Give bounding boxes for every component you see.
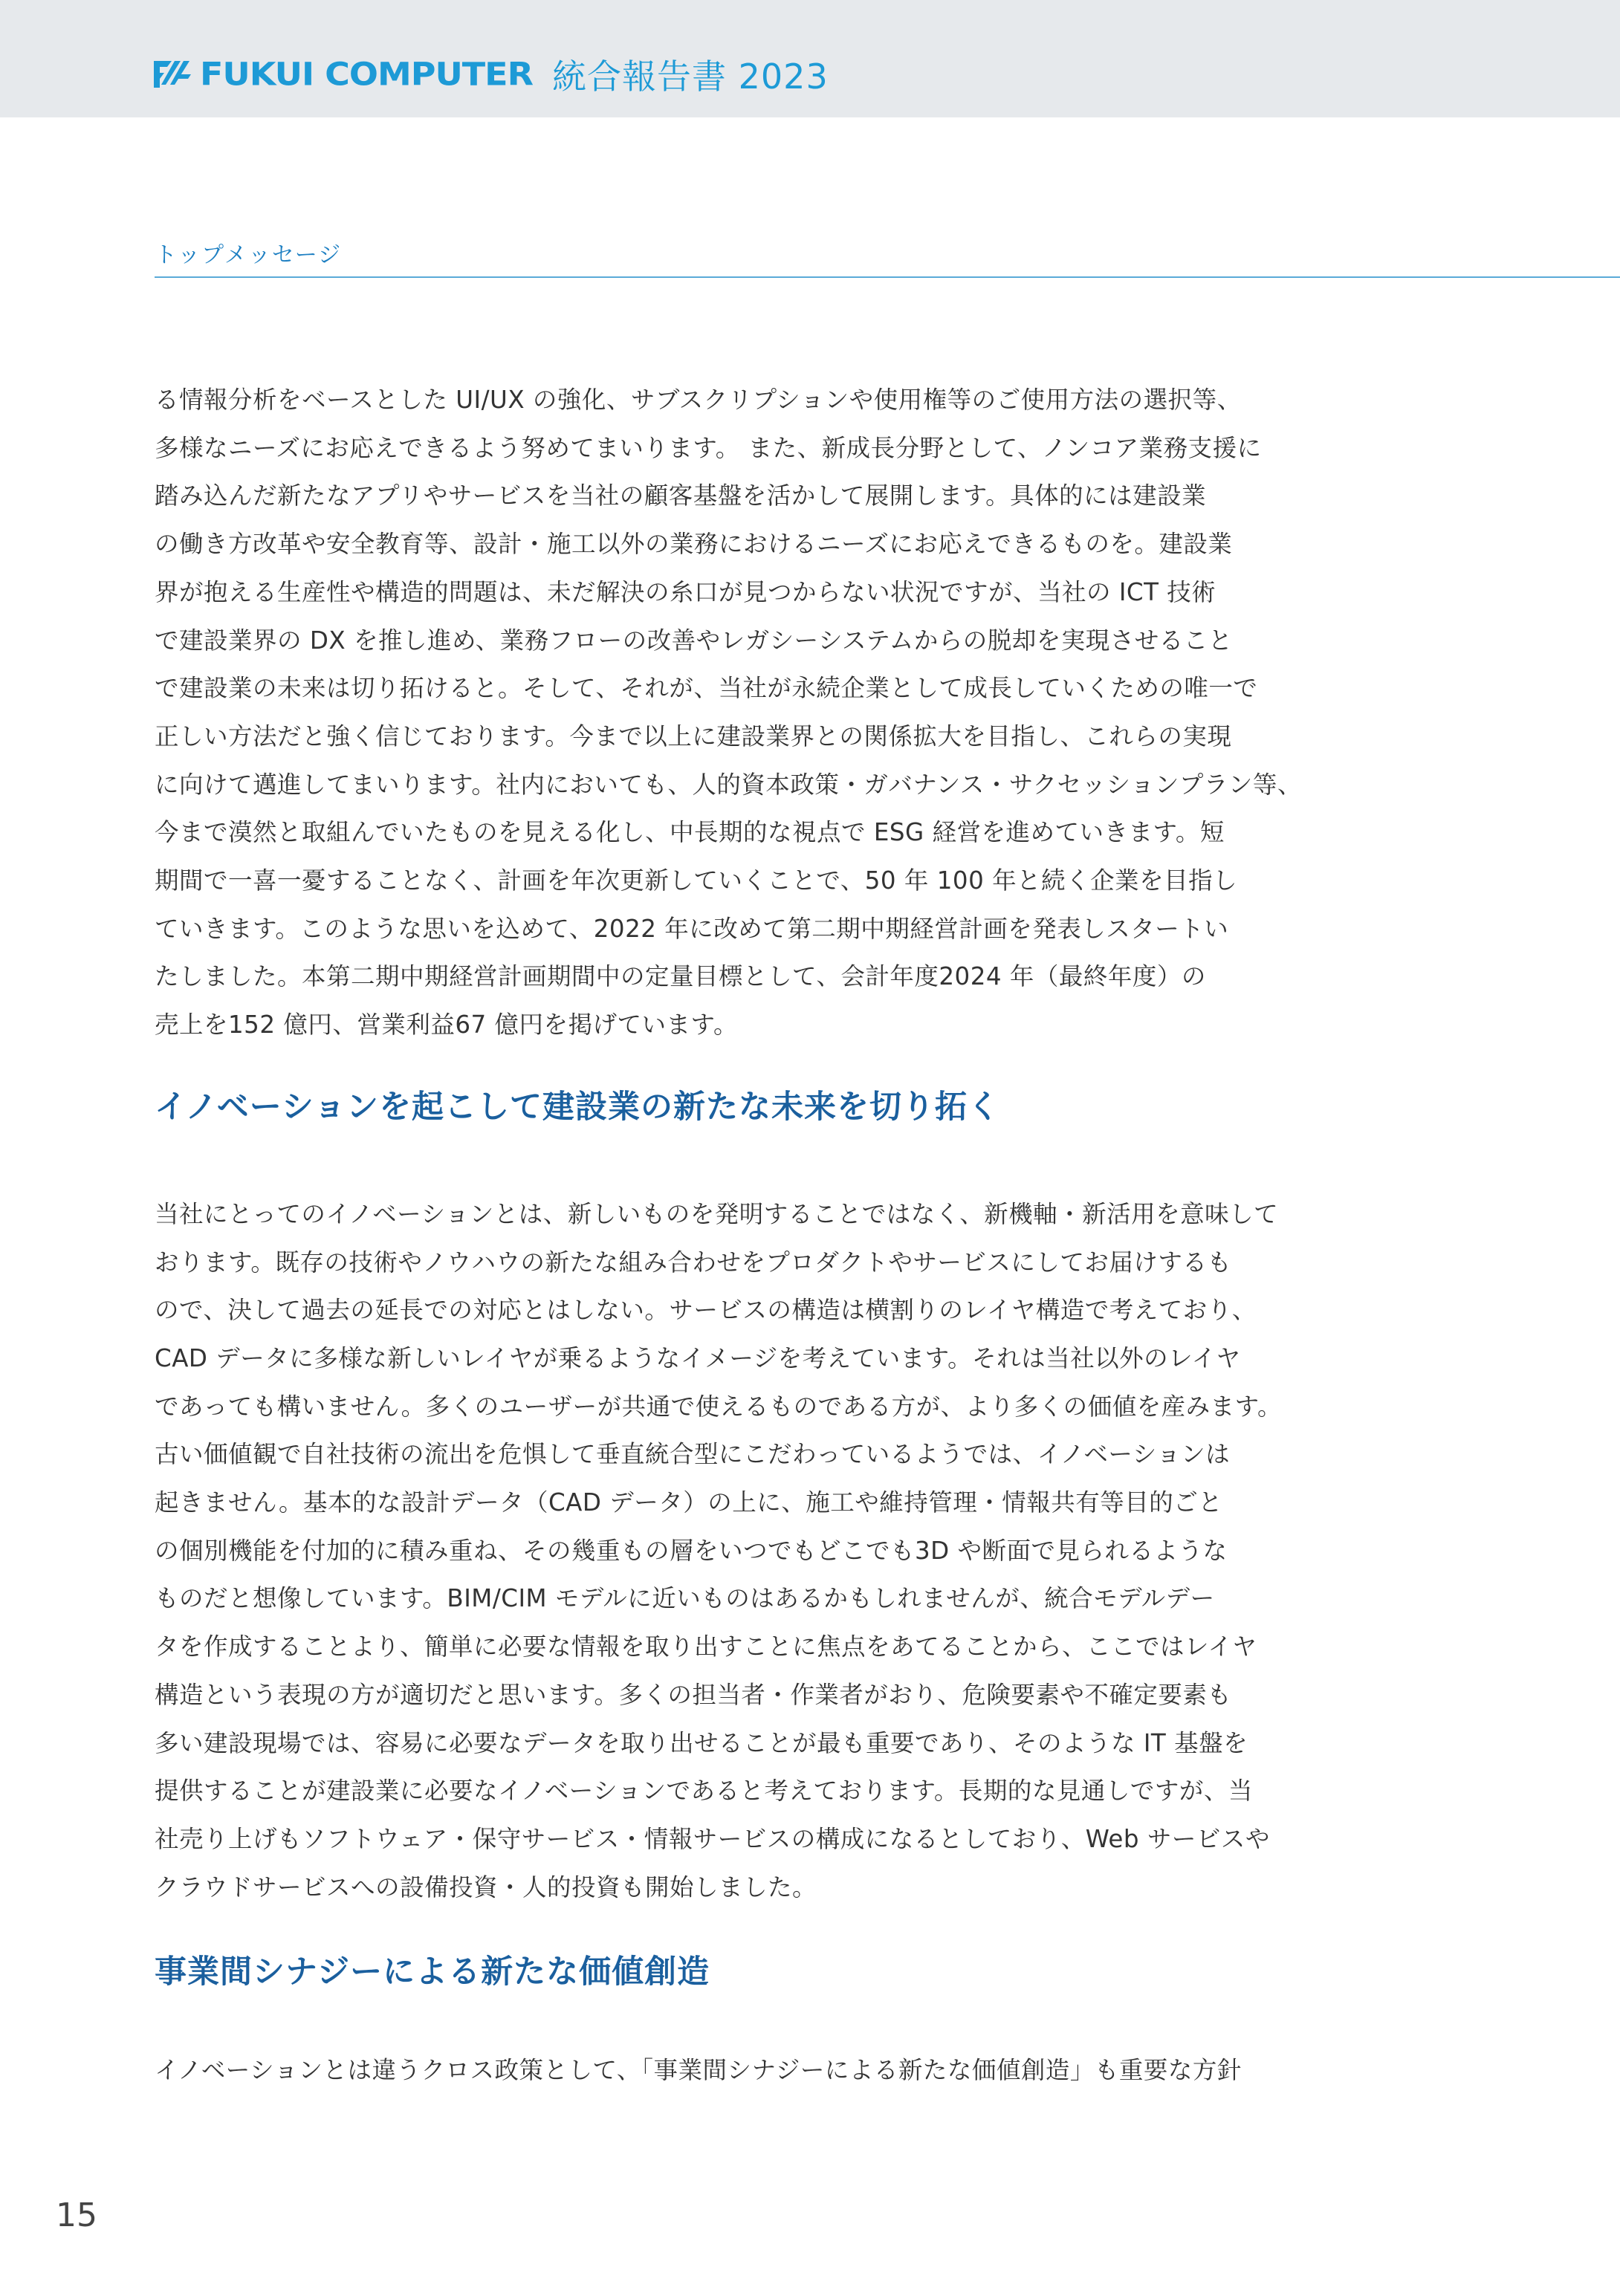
text-line: 踏み込んだ新たなアプリやサービスを当社の顧客基盤を活かして展開します。具体的には建設業 — [155, 481, 1207, 510]
text-line: 売上を152 億円、営業利益67 億円を掲げています。 — [155, 1011, 738, 1040]
text-line: 正しい方法だと強く信じております。今まで以上に建設業界との関係拡大を目指し、これらの実現 — [155, 721, 1232, 750]
text-line: 今まで漠然と取組んでいたものを見える化し、中長期的な視点で ESG 経営を進めていきます。短 — [155, 818, 1225, 847]
page-number: 15 — [56, 2196, 97, 2234]
section-label: トップメッセージ — [155, 242, 343, 268]
text-line: クラウドサービスへの設備投資・人的投資も開始しました。 — [155, 1872, 817, 1901]
text-line: 構造という表現の方が適切だと思います。多くの担当者・作業者がおり、危険要素や不確定要素も — [155, 1680, 1232, 1709]
text-line: イノベーションとは違うクロス政策として、「事業間シナジーによる新たな価値創造」も重要な方針 — [155, 2056, 1242, 2085]
text-line: タを作成することより、簡単に必要な情報を取り出すことに焦点をあてることから、ここではレイヤ — [155, 1632, 1257, 1661]
text-line: であっても構いません。多くのユーザーが共通で使えるものである方が、より多くの価値を産みます。 — [155, 1392, 1283, 1421]
company-logo — [152, 52, 829, 97]
article-body — [155, 376, 1302, 2095]
paragraph-innovation — [155, 1190, 1283, 1912]
text-line: の働き方改革や安全教育等、設計・施工以外の業務におけるニーズにお応えできるものを。建設業 — [155, 530, 1233, 559]
text-line: で建設業の未来は切り拓けると。そして、それが、当社が永続企業として成長していくための唯一で — [155, 674, 1258, 703]
text-line: る情報分析をベースとした UI/UX の強化、サブスクリプションや使用権等のご使用方法の選択等、 — [155, 386, 1242, 414]
report-title: 統合報告書 2023 — [552, 56, 829, 97]
text-line: 起きません。基本的な設計データ（CAD データ）の上に、施工や維持管理・情報共有等目的ごと — [155, 1488, 1223, 1517]
heading-synergy: 事業間シナジーによる新たな価値創造 — [155, 1953, 710, 1991]
text-line: おります。既存の技術やノウハウの新たな組み合わせをプロダクトやサービスにしてお届けするも — [155, 1248, 1232, 1277]
heading-innovation: イノベーションを起こして建設業の新たな未来を切り拓く — [155, 1088, 1000, 1126]
text-line: ものだと想像しています。BIM/CIM モデルに近いものはあるかもしれませんが、統合モデルデー — [155, 1584, 1215, 1613]
text-line: 界が抱える生産性や構造的問題は、未だ解決の糸口が見つからない状況ですが、当社の ICT 技術 — [155, 577, 1216, 606]
text-line: 多い建設現場では、容易に必要なデータを取り出せることが最も重要であり、そのような IT 基盤を — [155, 1728, 1248, 1757]
text-line: 当社にとってのイノベーションとは、新しいものを発明することではなく、新機軸・新活用を意味して — [155, 1199, 1279, 1228]
text-line: ていきます。このような思いを込めて、2022 年に改めて第二期中期経営計画を発表しスタートい — [155, 914, 1229, 943]
section-divider — [155, 276, 1620, 278]
text-line: 古い価値観で自社技術の流出を危惧して垂直統合型にこだわっているようでは、イノベーションは — [155, 1440, 1231, 1469]
paragraph-intro — [155, 376, 1302, 1049]
paragraph-synergy — [155, 2046, 1242, 2095]
logo-wordmark: FUKUI COMPUTER — [200, 56, 534, 93]
text-line: で建設業界の DX を推し進め、業務フローの改善やレガシーシステムからの脱却を実現させること — [155, 626, 1233, 655]
text-line: ので、決して過去の延長での対応とはしない。サービスの構造は横割りのレイヤ構造で考えており、 — [155, 1296, 1257, 1325]
text-line: 提供することが建設業に必要なイノベーションであると考えております。長期的な見通しですが、当 — [155, 1777, 1253, 1806]
text-line: 期間で一喜一憂することなく、計画を年次更新していくことで、50 年 100 年と続く企業を目指し — [155, 866, 1238, 895]
text-line: CAD データに多様な新しいレイヤが乗るようなイメージを考えています。それは当社以外のレイヤ — [155, 1343, 1241, 1372]
text-line: に向けて邁進してまいります。社内においても、人的資本政策・ガバナンス・サクセッションプラン等、 — [155, 770, 1302, 799]
text-line: たしました。本第二期中期経営計画期間中の定量目標として、会計年度2024 年（最終年度）の — [155, 962, 1206, 991]
text-line: 多様なニーズにお応えできるよう努めてまいります。 また、新成長分野として、ノンコア業務支援に — [155, 433, 1262, 462]
text-line: 社売り上げもソフトウェア・保守サービス・情報サービスの構成になるとしており、Web サービスや — [155, 1824, 1270, 1853]
logo-mark-icon — [152, 58, 192, 91]
text-line: の個別機能を付加的に積み重ね、その幾重もの層をいつでもどこでも3D や断面で見られるような — [155, 1536, 1228, 1565]
